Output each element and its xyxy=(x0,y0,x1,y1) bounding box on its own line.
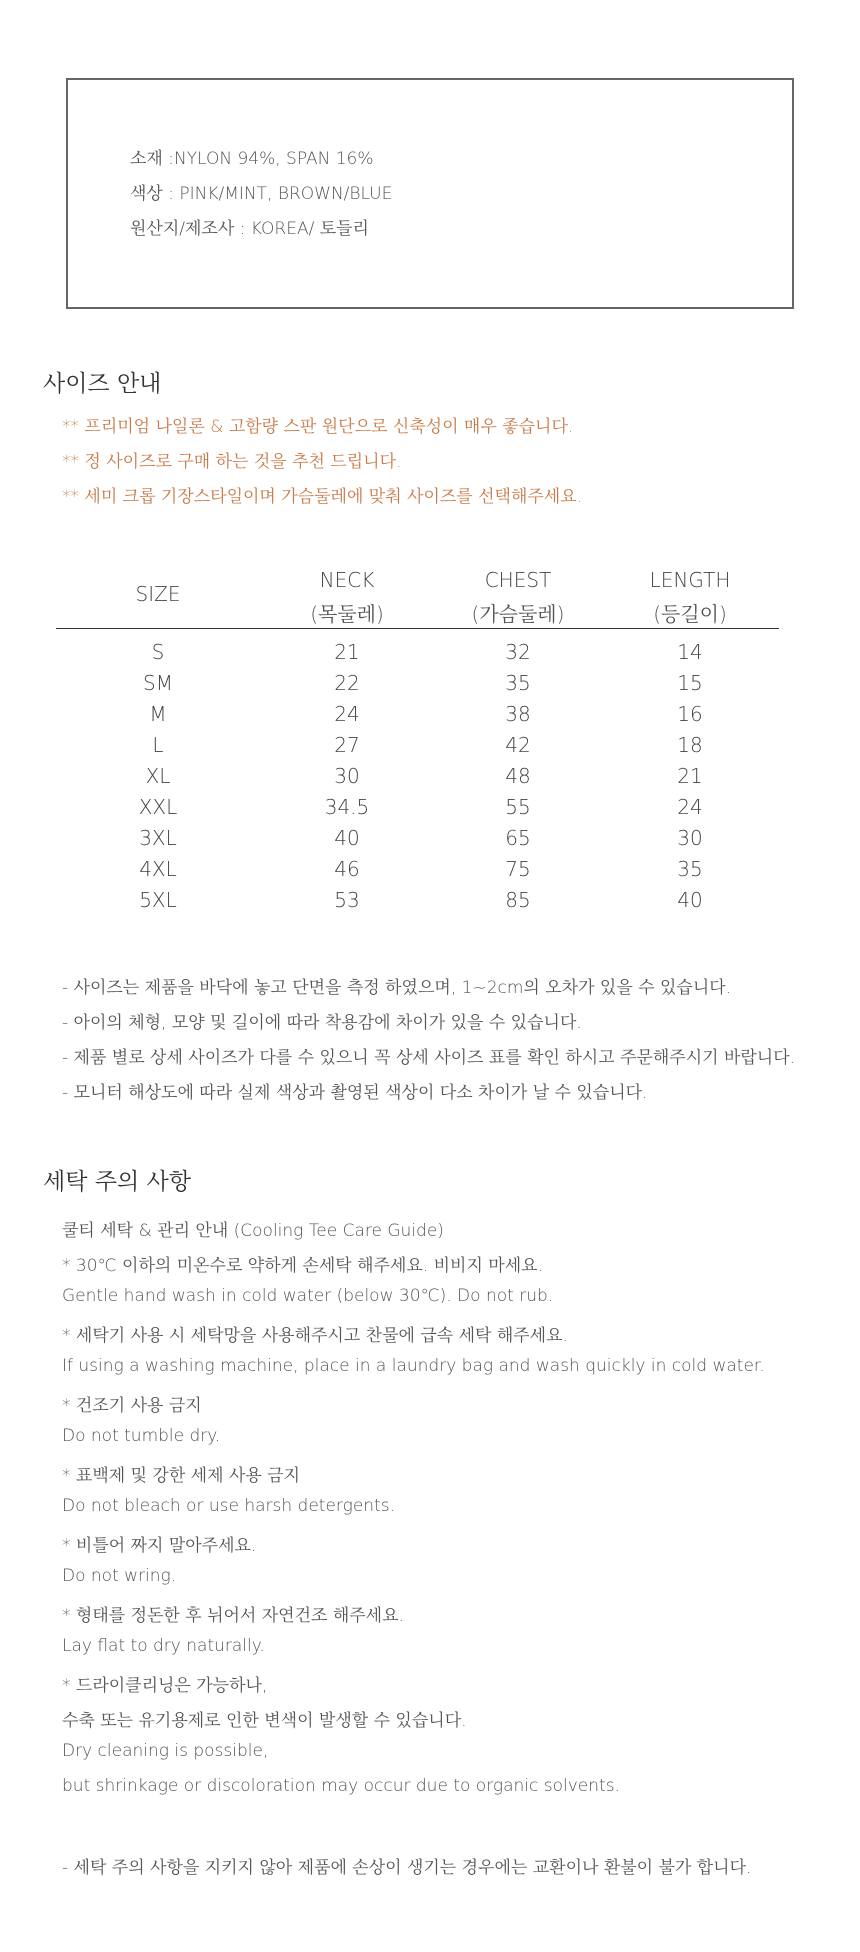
table-cell: 18 xyxy=(677,733,703,757)
table-cell: XXL xyxy=(138,795,178,819)
table-cell: 34.5 xyxy=(324,795,370,819)
material-colors: 색상 : PINK/MINT, BROWN/BLUE xyxy=(130,184,393,204)
table-cell: 15 xyxy=(677,671,703,695)
care-line: * 비틀어 짜지 말아주세요. xyxy=(62,1536,257,1556)
care-line: 쿨티 세탁 & 관리 안내 (Cooling Tee Care Guide) xyxy=(62,1221,444,1241)
table-cell: 40 xyxy=(677,888,703,912)
size-notice: ** 세미 크롭 기장스타일이며 가슴둘레에 맞춰 사이즈를 선택해주세요. xyxy=(62,487,583,507)
table-cell: 46 xyxy=(334,857,360,881)
table-header-size: SIZE xyxy=(135,582,181,606)
table-header-length-sub: (등길이) xyxy=(653,602,727,626)
table-header-neck: NECK xyxy=(319,568,375,592)
table-cell: XL xyxy=(145,764,171,788)
table-cell: 55 xyxy=(505,795,531,819)
table-cell: 42 xyxy=(505,733,531,757)
size-notice: ** 프리미엄 나일론 & 고함량 스판 원단으로 신축성이 매우 좋습니다. xyxy=(62,417,574,437)
table-cell: 21 xyxy=(334,640,360,664)
material-origin: 원산지/제조사 : KOREA/ 토들리 xyxy=(130,219,369,239)
table-cell: 75 xyxy=(505,857,531,881)
table-cell: 24 xyxy=(334,702,360,726)
table-cell: 16 xyxy=(677,702,703,726)
table-cell: 40 xyxy=(334,826,360,850)
care-line: Do not tumble dry. xyxy=(62,1426,221,1446)
table-header-chest: CHEST xyxy=(484,568,552,592)
care-line: * 30℃ 이하의 미온수로 약하게 손세탁 해주세요. 비비지 마세요. xyxy=(62,1256,543,1276)
care-title: 세탁 주의 사항 xyxy=(43,1169,191,1195)
table-header-rule xyxy=(56,628,779,629)
size-note: - 제품 별로 상세 사이즈가 다를 수 있으니 꼭 상세 사이즈 표를 확인 하시고 주문해주시기 바랍니다. xyxy=(62,1048,796,1068)
table-cell: 35 xyxy=(505,671,531,695)
table-cell: 27 xyxy=(334,733,360,757)
care-footer: - 세탁 주의 사항을 지키지 않아 제품에 손상이 생기는 경우에는 교환이나 환불이 불가 합니다. xyxy=(62,1858,752,1878)
care-line: but shrinkage or discoloration may occur due to organic solvents. xyxy=(62,1776,620,1796)
size-note: - 모니터 해상도에 따라 실제 색상과 촬영된 색상이 다소 차이가 날 수 있습니다. xyxy=(62,1083,648,1103)
care-line: * 건조기 사용 금지 xyxy=(62,1396,202,1416)
material-info-box xyxy=(66,78,794,309)
table-cell: 30 xyxy=(334,764,360,788)
table-cell: 65 xyxy=(505,826,531,850)
care-line: Gentle hand wash in cold water (below 30℃). Do not rub. xyxy=(62,1286,554,1306)
care-line: * 세탁기 사용 시 세탁망을 사용해주시고 찬물에 급속 세탁 해주세요. xyxy=(62,1326,568,1346)
table-cell: 22 xyxy=(334,671,360,695)
size-guide-title: 사이즈 안내 xyxy=(43,371,162,397)
table-cell: L xyxy=(152,733,164,757)
care-line: Do not bleach or use harsh detergents. xyxy=(62,1496,395,1516)
size-note: - 아이의 체형, 모양 및 길이에 따라 착용감에 차이가 있을 수 있습니다. xyxy=(62,1013,582,1033)
care-line: * 형태를 정돈한 후 뉘어서 자연건조 해주세요. xyxy=(62,1606,404,1626)
table-cell: S xyxy=(151,640,165,664)
table-cell: SM xyxy=(143,671,173,695)
care-line: Do not wring. xyxy=(62,1566,177,1586)
table-cell: 14 xyxy=(677,640,703,664)
care-line: * 드라이클리닝은 가능하나, xyxy=(62,1676,268,1696)
table-cell: 24 xyxy=(677,795,703,819)
table-header-chest-sub: (가슴둘레) xyxy=(471,602,565,626)
care-line: Lay flat to dry naturally. xyxy=(62,1636,265,1656)
care-line: 수축 또는 유기용제로 인한 변색이 발생할 수 있습니다. xyxy=(62,1711,467,1731)
table-cell: M xyxy=(149,702,167,726)
table-header-length: LENGTH xyxy=(649,568,731,592)
size-notice: ** 정 사이즈로 구매 하는 것을 추천 드립니다. xyxy=(62,452,402,472)
table-header-neck-sub: (목둘레) xyxy=(310,602,384,626)
table-cell: 32 xyxy=(505,640,531,664)
table-cell: 4XL xyxy=(139,857,177,881)
table-cell: 5XL xyxy=(139,888,177,912)
material-composition: 소재 :NYLON 94%, SPAN 16% xyxy=(130,149,374,169)
table-cell: 30 xyxy=(677,826,703,850)
table-cell: 3XL xyxy=(139,826,177,850)
table-cell: 85 xyxy=(505,888,531,912)
table-cell: 38 xyxy=(505,702,531,726)
size-note: - 사이즈는 제품을 바닥에 놓고 단면을 측정 하였으며, 1~2cm의 오차가 있을 수 있습니다. xyxy=(62,978,732,998)
table-cell: 21 xyxy=(677,764,703,788)
care-line: If using a washing machine, place in a laundry bag and wash quickly in cold water. xyxy=(62,1356,765,1376)
table-cell: 35 xyxy=(677,857,703,881)
table-cell: 48 xyxy=(505,764,531,788)
care-line: Dry cleaning is possible, xyxy=(62,1741,269,1761)
care-line: * 표백제 및 강한 세제 사용 금지 xyxy=(62,1466,300,1486)
table-cell: 53 xyxy=(334,888,360,912)
